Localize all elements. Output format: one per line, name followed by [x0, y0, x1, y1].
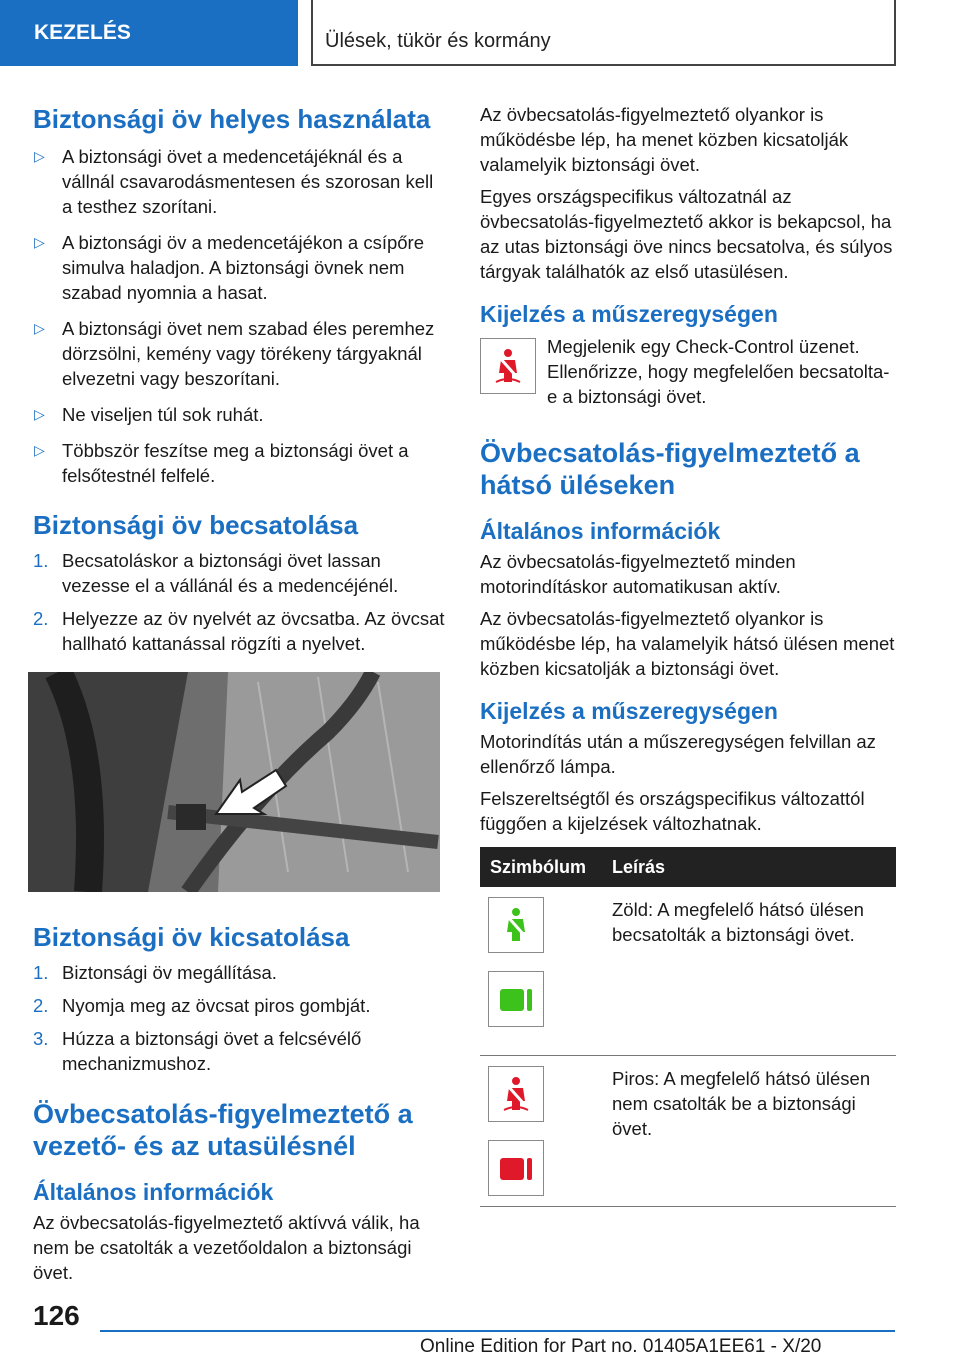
- right-column: [480, 100, 896, 1207]
- heading-figyelmezteto-hatso: Övbecsatolás-figyelmeztető a hátsó üléseken: [480, 438, 860, 500]
- symbol-cell: [480, 887, 602, 1055]
- list-item-text: A biztonsági övet nem szabad éles peremhez dörzsölni, kemény vagy törékeny tárgyaknál elvezetni vagy beszorítani.: [62, 318, 435, 389]
- step-number: 3.: [33, 1028, 49, 1049]
- paragraph: Felszereltségtől és országspecifikus változattól függően a kijelzések változhatnak.: [480, 788, 865, 834]
- triangle-bullet-icon: ▷: [34, 320, 45, 336]
- step-text: Húzza a biztonsági övet a felcsévélő mechanizmushoz.: [62, 1028, 362, 1074]
- triangle-bullet-icon: ▷: [34, 234, 45, 250]
- bullet-list: [33, 144, 445, 488]
- column-header-symbol: Szimbólum: [480, 847, 602, 887]
- symbol-cell: [480, 1055, 602, 1206]
- heading-becsatolas: Biztonsági öv becsatolása: [33, 510, 359, 540]
- heading-kijelzes: Kijelzés a műszeregységen: [480, 301, 778, 327]
- heading-altalanos: Általános információk: [33, 1179, 274, 1205]
- triangle-bullet-icon: ▷: [34, 148, 45, 164]
- list-item: [33, 438, 445, 488]
- paragraph: Egyes országspecifikus változatnál az övbecsatolás-figyelmeztető akkor is bekapcsol, ha az utas biztonsági öve nincs becsatolva, és súlyos tárgyak találhatók az első utasülésen.: [480, 186, 893, 282]
- seat-indicator-red-icon: [488, 1140, 544, 1196]
- step-item: [33, 606, 445, 656]
- seat-illustration: [28, 672, 440, 892]
- kicsatolas-steps: [33, 960, 445, 1076]
- edition-text: Online Edition for Part no. 01405A1EE61 - X/20: [420, 1336, 822, 1357]
- paragraph: Az övbecsatolás-figyelmeztető olyankor is működésbe lép, ha valamelyik hátsó ülésen menet közben kicsatolják a biztonsági övet.: [480, 608, 895, 679]
- heading-helyes: Biztonsági öv helyes használata: [33, 104, 431, 134]
- step-item: [33, 548, 445, 598]
- heading-kicsatolas: Biztonsági öv kicsatolása: [33, 922, 350, 952]
- paragraph: Megjelenik egy Check-Control üzenet. Ellenőrizze, hogy megfelelően becsatolta-e a biztonsági övet.: [547, 336, 890, 407]
- step-text: Nyomja meg az övcsat piros gombját.: [62, 995, 371, 1016]
- description-cell: Piros: A megfelelő hátsó ülésen nem csatolták be a biztonsági övet.: [602, 1055, 896, 1206]
- paragraph: Az övbecsatolás-figyelmeztető minden motorindításkor automatikusan aktív.: [480, 551, 796, 597]
- step-number: 2.: [33, 995, 49, 1016]
- list-item: [33, 316, 445, 391]
- heading-altalanos: Általános információk: [480, 518, 721, 544]
- description-cell: Zöld: A megfelelő hátsó ülésen becsatolták a biztonsági övet.: [602, 887, 896, 1055]
- step-item: [33, 1026, 445, 1076]
- paragraph: Az övbecsatolás-figyelmeztető olyankor is működésbe lép, ha menet közben kicsatolják valamelyik biztonsági övet.: [480, 104, 849, 175]
- page-number: 126: [33, 1300, 80, 1331]
- left-column: [33, 100, 445, 1285]
- column-header-description: Leírás: [602, 847, 896, 887]
- paragraph: Motorindítás után a műszeregységen felvillan az ellenőrző lámpa.: [480, 731, 876, 777]
- seatbelt-warning-icon: [480, 338, 536, 394]
- list-item: [33, 230, 445, 305]
- list-item-text: Többször feszítse meg a biztonsági övet a felsőtestnél felfelé.: [62, 440, 409, 486]
- list-item-text: A biztonsági öv a medencetájékon a csípőre simulva haladjon. A biztonsági övnek nem szabad nyomnia a hasat.: [62, 232, 425, 303]
- triangle-bullet-icon: ▷: [34, 406, 45, 422]
- step-text: Biztonsági öv megállítása.: [62, 962, 277, 983]
- seatbelt-photo: [28, 672, 440, 892]
- symbol-table: [480, 847, 896, 1207]
- seatbelt-unfastened-red-icon: [488, 1066, 544, 1122]
- section-tab: KEZELÉS: [0, 0, 298, 66]
- heading-kijelzes: Kijelzés a műszeregységen: [480, 698, 778, 724]
- becsatolas-steps: [33, 548, 445, 656]
- paragraph: Az övbecsatolás-figyelmeztető aktívvá válik, ha nem be csatolták a vezetőoldalon a biztonsági övet.: [33, 1212, 420, 1283]
- step-text: Helyezze az öv nyelvét az övcsatba. Az övcsat hallható kattanással rögzíti a nyelvet.: [62, 608, 445, 654]
- list-item-text: A biztonsági övet a medencetájéknál és a vállnál csavarodásmentesen és szorosan kell a testhez szorítani.: [62, 146, 434, 217]
- step-number: 1.: [33, 962, 49, 983]
- step-item: [33, 993, 445, 1018]
- chapter-title: Ülések, tükör és kormány: [311, 0, 896, 66]
- table-row: [480, 887, 896, 1055]
- list-item-text: Ne viseljen túl sok ruhát.: [62, 404, 264, 425]
- footer-divider: [100, 1330, 895, 1332]
- list-item: [33, 144, 445, 219]
- step-number: 1.: [33, 550, 49, 571]
- page-header: [0, 0, 960, 66]
- seatbelt-fastened-green-icon: [488, 897, 544, 953]
- step-item: [33, 960, 445, 985]
- list-item: [33, 402, 445, 427]
- table-row: [480, 1055, 896, 1206]
- seat-indicator-green-icon: [488, 971, 544, 1027]
- heading-figyelmezteto-vezeto: Övbecsatolás-figyelmeztető a vezető- és az utasülésnél: [33, 1099, 413, 1161]
- warning-row: [480, 338, 896, 409]
- step-text: Becsatoláskor a biztonsági övet lassan vezesse el a vállánál és a medencéjénél.: [62, 550, 399, 596]
- triangle-bullet-icon: ▷: [34, 442, 45, 458]
- step-number: 2.: [33, 608, 49, 629]
